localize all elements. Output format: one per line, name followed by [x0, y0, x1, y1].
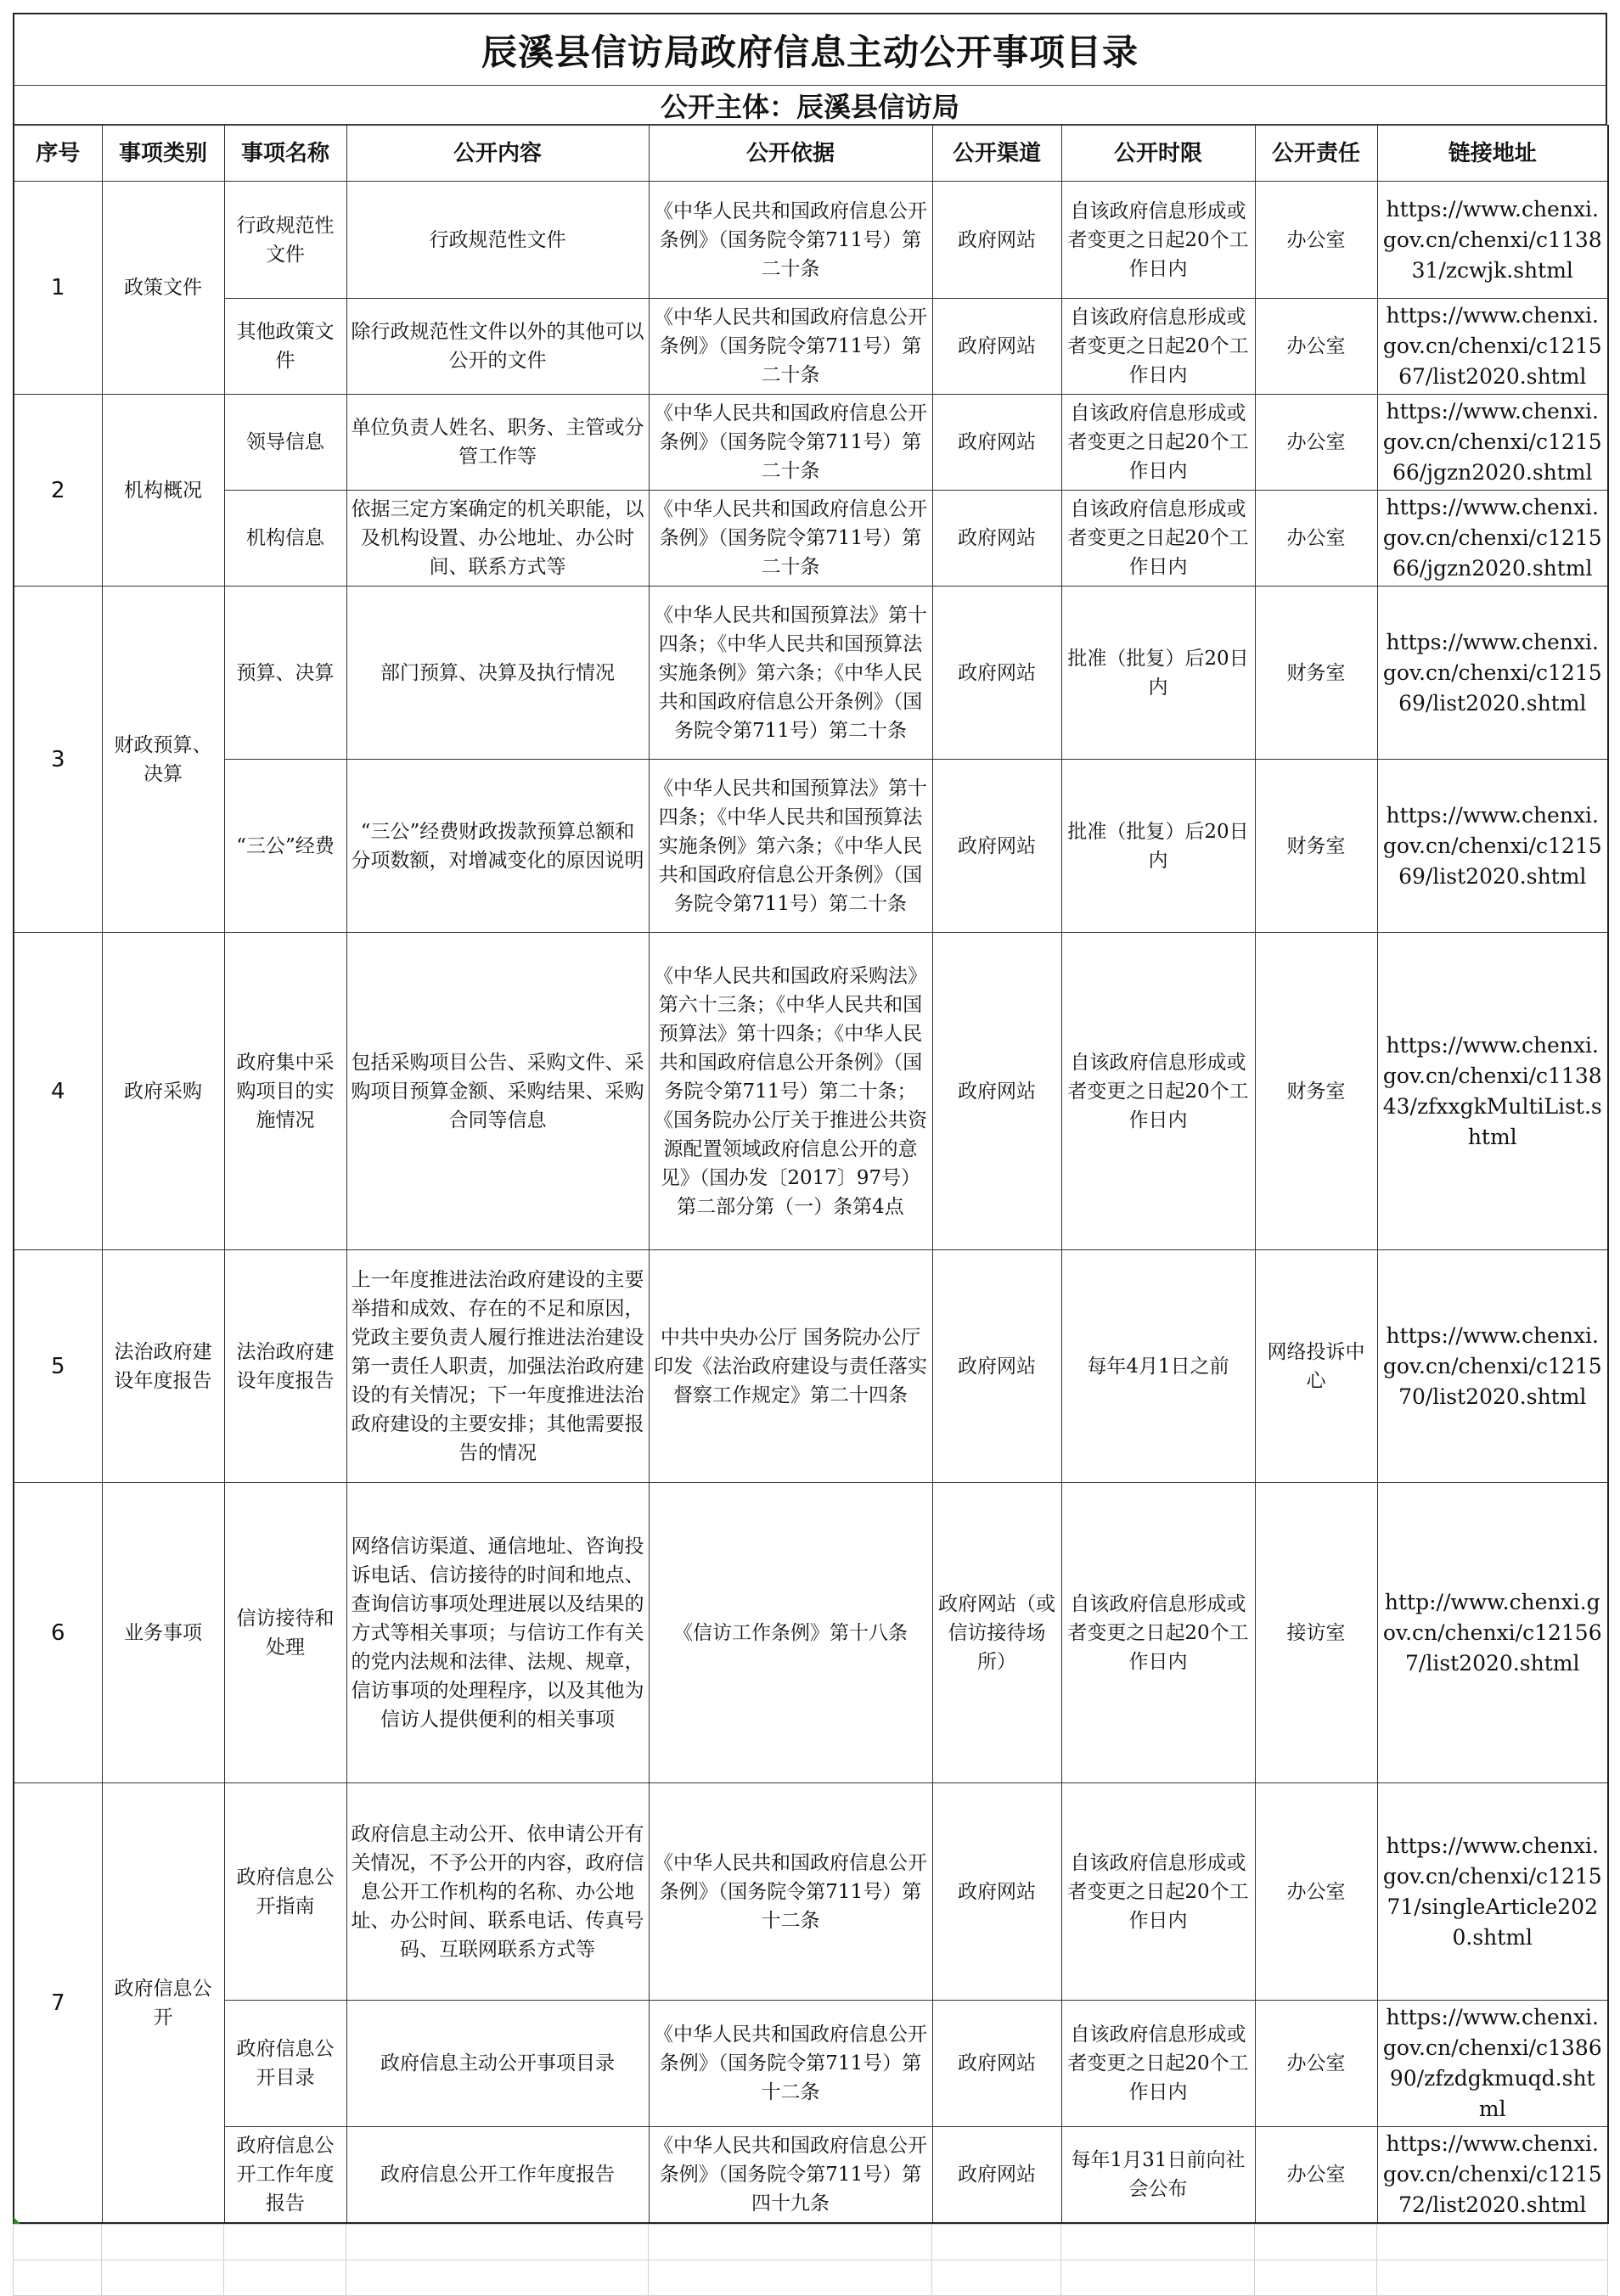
empty-cell[interactable] [102, 2260, 224, 2296]
basis-cell: 《中华人民共和国预算法》第十四条；《中华人民共和国预算法实施条例》第六条；《中华人民共和国政府信息公开条例》（国务院令第711号）第二十条 [649, 587, 932, 760]
basis-cell: 《中华人民共和国政府信息公开条例》（国务院令第711号）第二十条 [649, 395, 932, 491]
basis-cell: 《中华人民共和国政府信息公开条例》（国务院令第711号）第二十条 [649, 491, 932, 587]
basis-cell: 《信访工作条例》第十八条 [649, 1483, 932, 1783]
content-cell: 上一年度推进法治政府建设的主要举措和成效、存在的不足和原因，党政主要负责人履行推进法治建设第一责任人职责，加强法治政府建设的有关情况；下一年度推进法治政府建设的主要安排；其他需要报告的情况 [346, 1250, 649, 1483]
content-cell: 除行政规范性文件以外的其他可以公开的文件 [346, 299, 649, 395]
row-number: 3 [14, 587, 102, 933]
content-cell: 依据三定方案确定的机关职能，以及机构设置、办公地址、办公时间、联系方式等 [346, 491, 649, 587]
table-row [14, 1783, 1608, 2001]
page-title: 辰溪县信访局政府信息主动公开事项目录 [481, 31, 1139, 73]
empty-cell[interactable] [1061, 2260, 1255, 2296]
content-cell: 部门预算、决算及执行情况 [346, 587, 649, 760]
category-cell: 法治政府建设年度报告 [102, 1250, 224, 1483]
content-cell: “三公”经费财政拨款预算总额和分项数额，对增减变化的原因说明 [346, 760, 649, 933]
category-cell: 政府信息公开 [102, 1783, 224, 2224]
responsibility-cell: 办公室 [1255, 1783, 1377, 2001]
channel-cell: 政府网站 [932, 395, 1061, 491]
header-cell: 事项名称 [224, 126, 346, 182]
header-cell: 链接地址 [1377, 126, 1608, 182]
basis-cell: 《中华人民共和国政府信息公开条例》（国务院令第711号）第四十九条 [649, 2127, 932, 2224]
responsibility-cell: 财务室 [1255, 587, 1377, 760]
table-row [14, 299, 1608, 395]
empty-cell[interactable] [1061, 2225, 1255, 2260]
responsibility-cell: 办公室 [1255, 2127, 1377, 2224]
empty-cell[interactable] [1377, 2260, 1608, 2296]
row-number: 5 [14, 1250, 102, 1483]
item-name-cell: 领导信息 [224, 395, 346, 491]
link-cell[interactable]: https://www.chenxi.gov.cn/chenxi/c121566/jgzn2020.shtml [1377, 395, 1608, 491]
channel-cell: 政府网站 [932, 2001, 1061, 2127]
empty-cell[interactable] [649, 2260, 932, 2296]
empty-spreadsheet-rows [13, 2224, 1608, 2296]
header-cell: 公开渠道 [932, 126, 1061, 182]
channel-cell: 政府网站 [932, 587, 1061, 760]
empty-cell[interactable] [224, 2225, 346, 2260]
time-limit-cell: 每年4月1日之前 [1061, 1250, 1255, 1483]
channel-cell: 政府网站 [932, 299, 1061, 395]
cell-comment-marker [14, 2217, 20, 2224]
table-row [14, 2001, 1608, 2127]
channel-cell: 政府网站 [932, 2127, 1061, 2224]
empty-cell[interactable] [102, 2225, 224, 2260]
catalog-table [13, 125, 1609, 2224]
row-number: 1 [14, 182, 102, 395]
item-name-cell: 信访接待和处理 [224, 1483, 346, 1783]
item-name-cell: 预算、决算 [224, 587, 346, 760]
time-limit-cell: 自该政府信息形成或者变更之日起20个工作日内 [1061, 933, 1255, 1250]
item-name-cell: 政府集中采购项目的实施情况 [224, 933, 346, 1250]
time-limit-cell: 自该政府信息形成或者变更之日起20个工作日内 [1061, 299, 1255, 395]
time-limit-cell: 自该政府信息形成或者变更之日起20个工作日内 [1061, 182, 1255, 299]
link-cell[interactable]: https://www.chenxi.gov.cn/chenxi/c121570/list2020.shtml [1377, 1250, 1608, 1483]
header-cell: 公开依据 [649, 126, 932, 182]
empty-cell[interactable] [346, 2260, 649, 2296]
header-cell: 公开时限 [1061, 126, 1255, 182]
channel-cell: 政府网站 [932, 491, 1061, 587]
empty-cell[interactable] [932, 2225, 1061, 2260]
content-cell: 单位负责人姓名、职务、主管或分管工作等 [346, 395, 649, 491]
table-row [14, 491, 1608, 587]
link-cell[interactable]: https://www.chenxi.gov.cn/chenxi/c121569/list2020.shtml [1377, 587, 1608, 760]
time-limit-cell: 自该政府信息形成或者变更之日起20个工作日内 [1061, 1483, 1255, 1783]
content-cell: 政府信息公开工作年度报告 [346, 2127, 649, 2224]
responsibility-cell: 接访室 [1255, 1483, 1377, 1783]
link-cell[interactable]: https://www.chenxi.gov.cn/chenxi/c113831/zcwjk.shtml [1377, 182, 1608, 299]
responsibility-cell: 财务室 [1255, 933, 1377, 1250]
content-cell: 政府信息主动公开事项目录 [346, 2001, 649, 2127]
empty-cell[interactable] [1255, 2225, 1377, 2260]
channel-cell: 政府网站 [932, 1783, 1061, 2001]
basis-cell: 《中华人民共和国政府信息公开条例》（国务院令第711号）第十二条 [649, 1783, 932, 2001]
basis-cell: 《中华人民共和国预算法》第十四条；《中华人民共和国预算法实施条例》第六条；《中华人民共和国政府信息公开条例》（国务院令第711号）第二十条 [649, 760, 932, 933]
empty-cell[interactable] [224, 2260, 346, 2296]
empty-cell[interactable] [346, 2225, 649, 2260]
content-cell: 包括采购项目公告、采购文件、采购项目预算金额、采购结果、采购合同等信息 [346, 933, 649, 1250]
time-limit-cell: 批准（批复）后20日内 [1061, 587, 1255, 760]
category-cell: 机构概况 [102, 395, 224, 587]
time-limit-cell: 自该政府信息形成或者变更之日起20个工作日内 [1061, 395, 1255, 491]
content-cell: 行政规范性文件 [346, 182, 649, 299]
basis-cell: 《中华人民共和国政府信息公开条例》（国务院令第711号）第二十条 [649, 299, 932, 395]
table-row [14, 760, 1608, 933]
category-cell: 财政预算、决算 [102, 587, 224, 933]
subtitle-row [13, 86, 1607, 125]
table-row [14, 1483, 1608, 1783]
title-row [13, 13, 1607, 86]
basis-cell: 《中华人民共和国政府信息公开条例》（国务院令第711号）第十二条 [649, 2001, 932, 2127]
row-number: 2 [14, 395, 102, 587]
disclosure-catalog-sheet [13, 13, 1607, 2296]
responsibility-cell: 办公室 [1255, 395, 1377, 491]
channel-cell: 政府网站 [932, 933, 1061, 1250]
row-number: 7 [14, 1783, 102, 2224]
content-cell: 政府信息主动公开、依申请公开有关情况，不予公开的内容，政府信息公开工作机构的名称、办公地址、办公时间、联系电话、传真号码、互联网联系方式等 [346, 1783, 649, 2001]
channel-cell: 政府网站（或信访接待场所） [932, 1483, 1061, 1783]
responsibility-cell: 财务室 [1255, 760, 1377, 933]
link-cell[interactable]: https://www.chenxi.gov.cn/chenxi/c121571/singleArticle2020.shtml [1377, 1783, 1608, 2001]
link-cell[interactable]: https://www.chenxi.gov.cn/chenxi/c121566/jgzn2020.shtml [1377, 491, 1608, 587]
link-cell[interactable]: https://www.chenxi.gov.cn/chenxi/c121572/list2020.shtml [1377, 2127, 1608, 2224]
time-limit-cell: 每年1月31日前向社会公布 [1061, 2127, 1255, 2224]
item-name-cell: 行政规范性文件 [224, 182, 346, 299]
time-limit-cell: 批准（批复）后20日内 [1061, 760, 1255, 933]
responsibility-cell: 办公室 [1255, 182, 1377, 299]
item-name-cell: 其他政策文件 [224, 299, 346, 395]
empty-row [14, 2260, 1608, 2296]
empty-cell[interactable] [932, 2260, 1061, 2296]
time-limit-cell: 自该政府信息形成或者变更之日起20个工作日内 [1061, 1783, 1255, 2001]
row-number: 4 [14, 933, 102, 1250]
header-row [14, 126, 1608, 182]
table-row [14, 587, 1608, 760]
link-cell[interactable]: https://www.chenxi.gov.cn/chenxi/c138690/zfzdgkmuqd.shtml [1377, 2001, 1608, 2127]
item-name-cell: 机构信息 [224, 491, 346, 587]
category-cell: 业务事项 [102, 1483, 224, 1783]
category-cell: 政策文件 [102, 182, 224, 395]
header-cell: 事项类别 [102, 126, 224, 182]
table-row [14, 1250, 1608, 1483]
channel-cell: 政府网站 [932, 1250, 1061, 1483]
basis-cell: 《中华人民共和国政府信息公开条例》（国务院令第711号）第二十条 [649, 182, 932, 299]
basis-cell: 《中华人民共和国政府采购法》第六十三条；《中华人民共和国预算法》第十四条；《中华人民共和国政府信息公开条例》（国务院令第711号）第二十条；《国务院办公厅关于推进公共资源配置领域政府信息公开的意见》（国办发〔2017〕97号）第二部分第（一）条第4点 [649, 933, 932, 1250]
item-name-cell: 法治政府建设年度报告 [224, 1250, 346, 1483]
empty-cell[interactable] [14, 2225, 102, 2260]
category-cell: 政府采购 [102, 933, 224, 1250]
responsibility-cell: 办公室 [1255, 2001, 1377, 2127]
row-number: 6 [14, 1483, 102, 1783]
empty-cell[interactable] [14, 2260, 102, 2296]
time-limit-cell: 自该政府信息形成或者变更之日起20个工作日内 [1061, 491, 1255, 587]
link-cell[interactable]: https://www.chenxi.gov.cn/chenxi/c121567/list2020.shtml [1377, 299, 1608, 395]
channel-cell: 政府网站 [932, 182, 1061, 299]
empty-cell[interactable] [1255, 2260, 1377, 2296]
basis-cell: 中共中央办公厅 国务院办公厅印发《法治政府建设与责任落实督察工作规定》第二十四条 [649, 1250, 932, 1483]
table-row [14, 182, 1608, 299]
link-cell[interactable]: https://www.chenxi.gov.cn/chenxi/c121569/list2020.shtml [1377, 760, 1608, 933]
item-name-cell: 政府信息公开指南 [224, 1783, 346, 2001]
header-cell: 序号 [14, 126, 102, 182]
empty-cell[interactable] [1377, 2225, 1608, 2260]
responsibility-cell: 网络投诉中心 [1255, 1250, 1377, 1483]
responsibility-cell: 办公室 [1255, 491, 1377, 587]
time-limit-cell: 自该政府信息形成或者变更之日起20个工作日内 [1061, 2001, 1255, 2127]
header-cell: 公开责任 [1255, 126, 1377, 182]
empty-cell[interactable] [649, 2225, 932, 2260]
header-cell: 公开内容 [346, 126, 649, 182]
content-cell: 网络信访渠道、通信地址、咨询投诉电话、信访接待的时间和地点、查询信访事项处理进展以及结果的方式等相关事项；与信访工作有关的党内法规和法律、法规、规章，信访事项的处理程序，以及其他为信访人提供便利的相关事项 [346, 1483, 649, 1783]
channel-cell: 政府网站 [932, 760, 1061, 933]
link-cell[interactable]: http://www.chenxi.gov.cn/chenxi/c121567/list2020.shtml [1377, 1483, 1608, 1783]
item-name-cell: 政府信息公开目录 [224, 2001, 346, 2127]
page-subtitle: 公开主体：辰溪县信访局 [660, 90, 959, 123]
link-cell[interactable]: https://www.chenxi.gov.cn/chenxi/c113843/zfxxgkMultiList.shtml [1377, 933, 1608, 1250]
item-name-cell: 政府信息公开工作年度报告 [224, 2127, 346, 2224]
table-row [14, 2127, 1608, 2224]
item-name-cell: “三公”经费 [224, 760, 346, 933]
empty-row [14, 2225, 1608, 2260]
table-row [14, 395, 1608, 491]
responsibility-cell: 办公室 [1255, 299, 1377, 395]
table-row [14, 933, 1608, 1250]
